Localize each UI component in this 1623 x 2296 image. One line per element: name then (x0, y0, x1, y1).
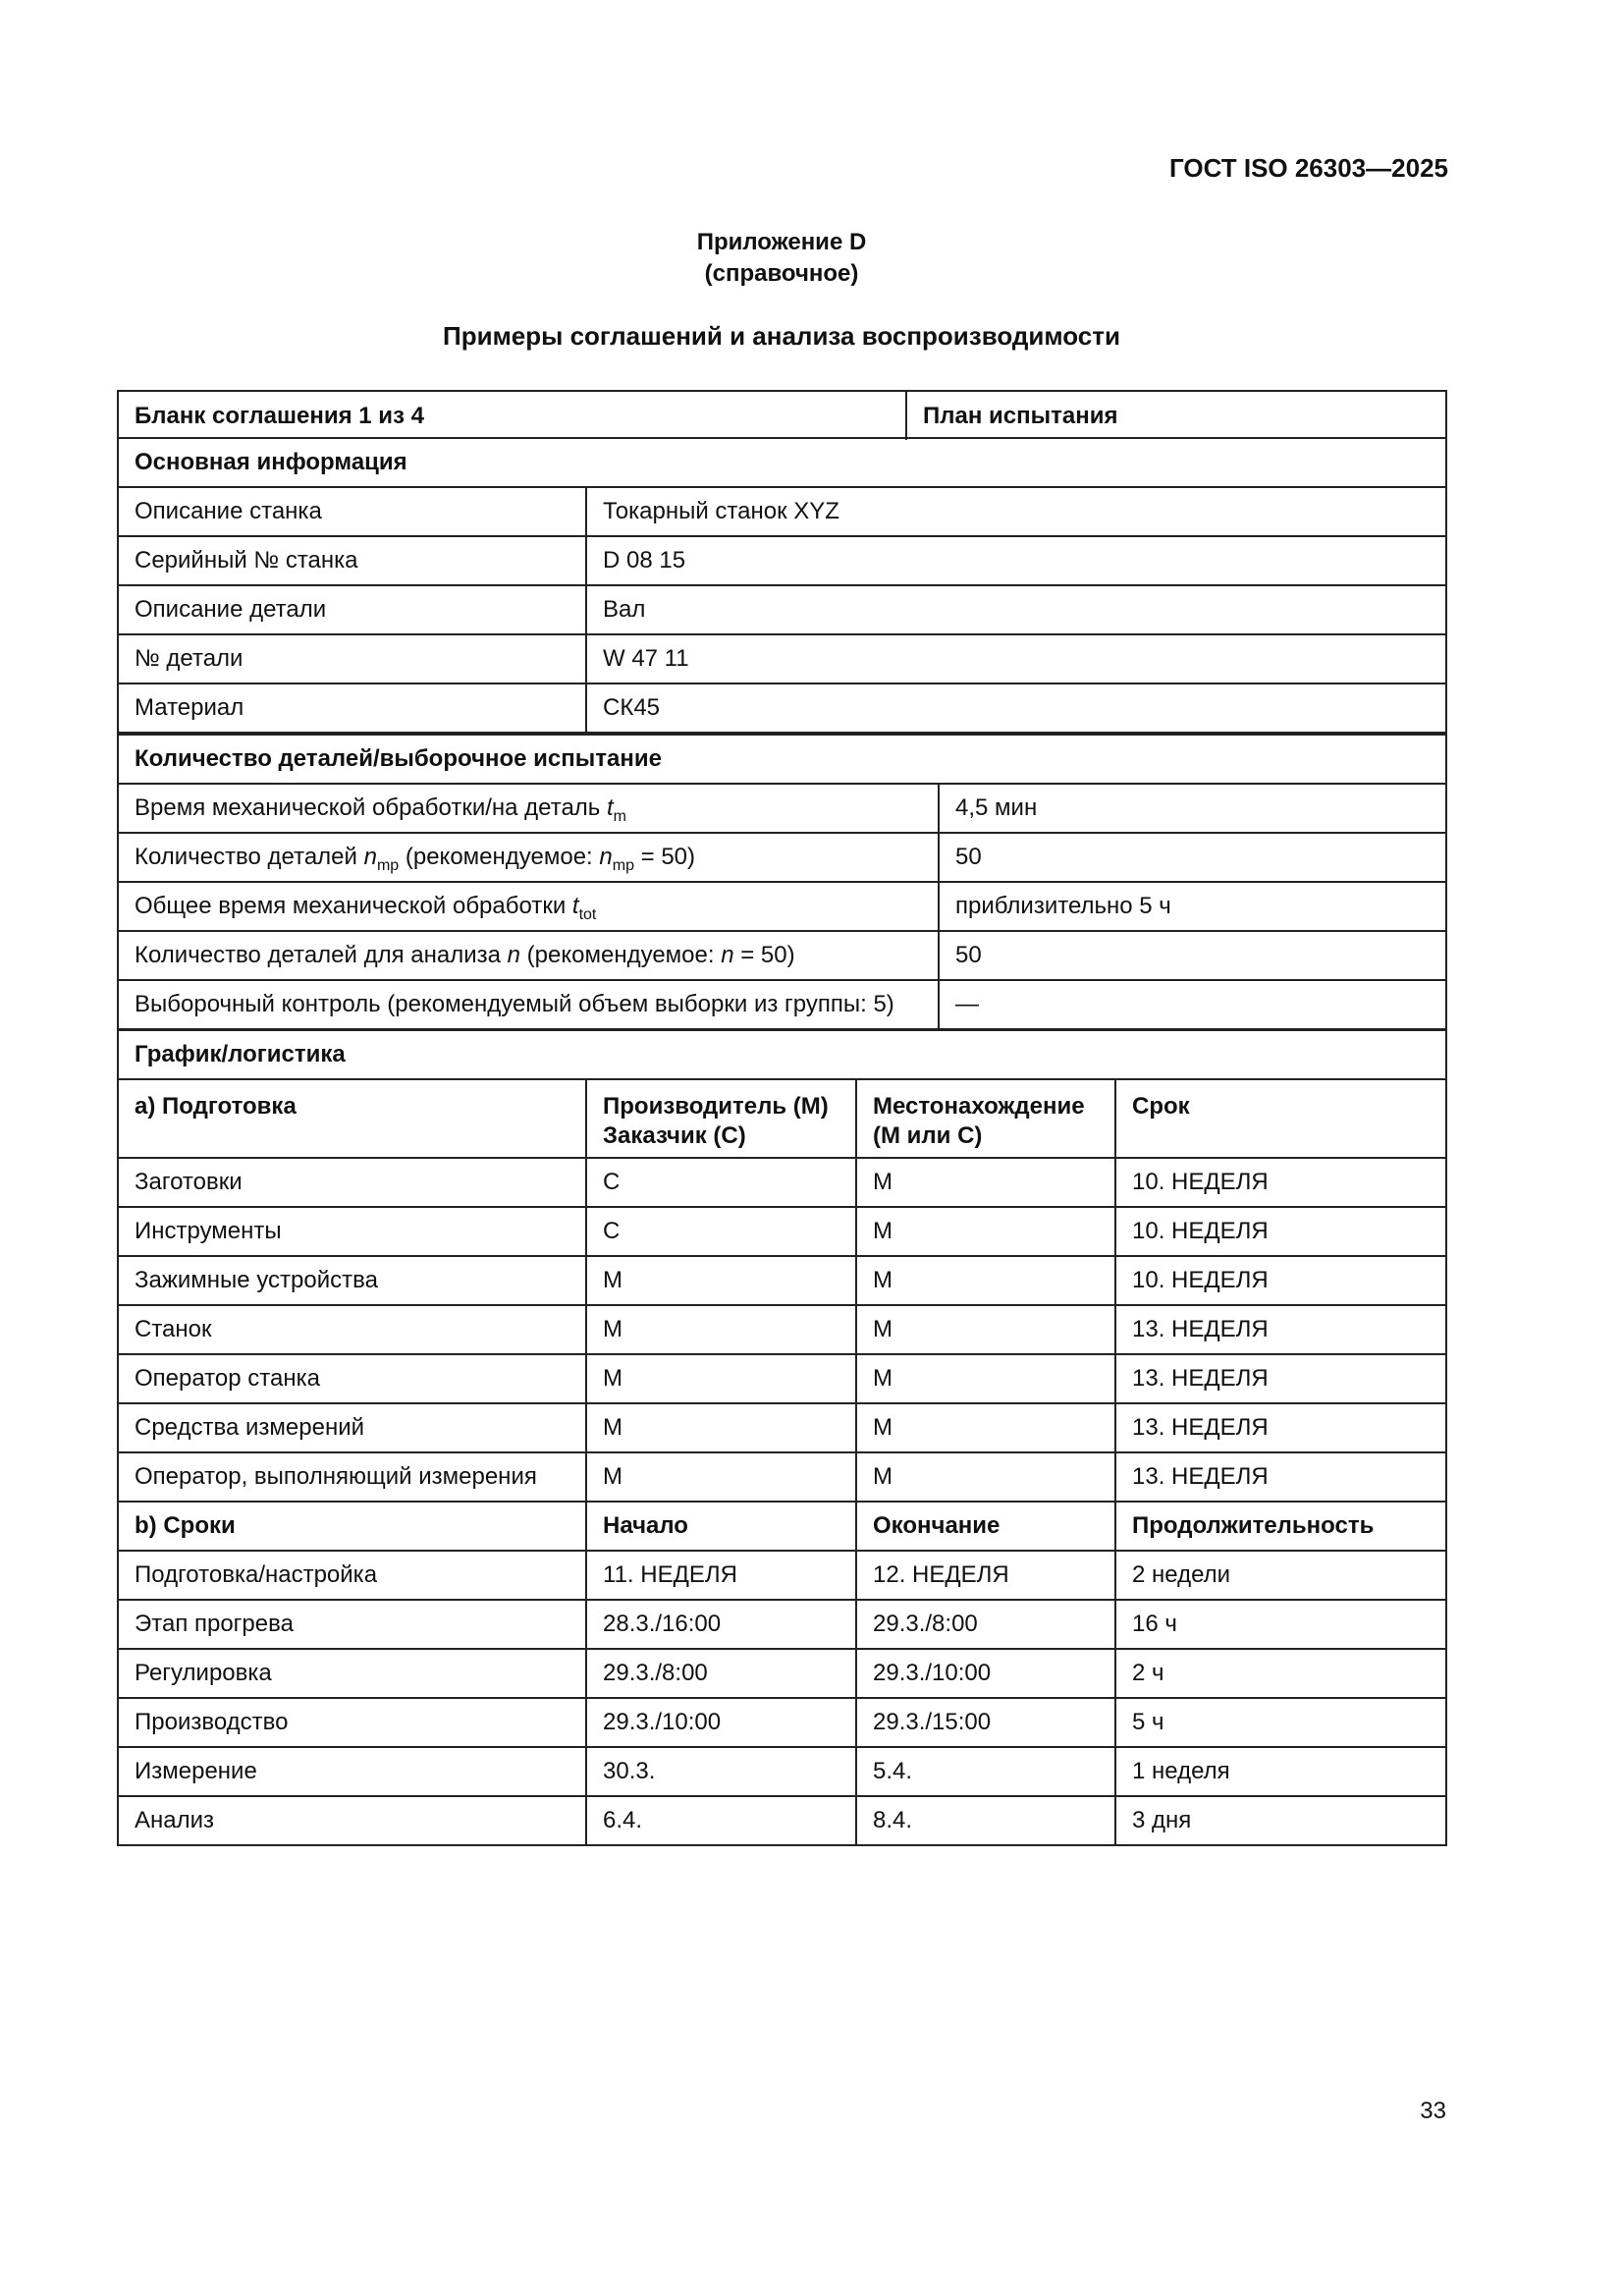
prep-header (586, 1079, 856, 1158)
prep-cell: С (586, 1158, 856, 1207)
table-row (118, 1452, 1446, 1502)
prep-cell: Заготовки (118, 1158, 586, 1207)
header-line: (М или С) (873, 1122, 983, 1149)
time-cell: Производство (118, 1698, 586, 1747)
table-row (118, 931, 1446, 980)
prep-cell: М (586, 1305, 856, 1354)
symbol: n (599, 844, 613, 870)
basic-value: Вал (586, 585, 1446, 634)
time-cell: 29.3./8:00 (856, 1600, 1115, 1649)
label-text: Общее время механической обработки (135, 893, 572, 919)
time-cell: 5.4. (856, 1747, 1115, 1796)
subscript: mp (376, 856, 400, 874)
label-text: = 50) (733, 942, 795, 968)
prep-cell: 13. НЕДЕЛЯ (1115, 1452, 1446, 1502)
time-header: Начало (586, 1502, 856, 1551)
table-row (118, 585, 1446, 634)
table-row (118, 1600, 1446, 1649)
section-title: Примеры соглашений и анализа воспроизводимости (443, 321, 1120, 351)
header-line: Заказчик (С) (603, 1122, 746, 1149)
basic-label: Материал (118, 683, 586, 733)
schedule-table (117, 1029, 1447, 1846)
prep-cell: М (856, 1256, 1115, 1305)
prep-cell: 10. НЕДЕЛЯ (1115, 1256, 1446, 1305)
table-row (118, 980, 1446, 1029)
time-cell: 29.3./10:00 (586, 1698, 856, 1747)
prep-cell: Станок (118, 1305, 586, 1354)
time-cell: 1 неделя (1115, 1747, 1446, 1796)
time-cell: Измерение (118, 1747, 586, 1796)
prep-header-row (118, 1079, 1446, 1158)
prep-cell: М (856, 1305, 1115, 1354)
prep-cell: 13. НЕДЕЛЯ (1115, 1305, 1446, 1354)
prep-cell: М (586, 1256, 856, 1305)
table-row (118, 1305, 1446, 1354)
prep-cell: С (586, 1207, 856, 1256)
quantity-value: 4,5 мин (939, 784, 1446, 833)
quantity-value: приблизительно 5 ч (939, 882, 1446, 931)
annex-subtitle: (справочное) (704, 260, 859, 287)
table-row (118, 882, 1446, 931)
quantity-value: 50 (939, 931, 1446, 980)
form-header-table (117, 390, 1447, 440)
prep-cell: Оператор, выполняющий измерения (118, 1452, 586, 1502)
label-text: Количество деталей (135, 844, 364, 870)
annex-title: Приложение D (696, 229, 867, 255)
schedule-heading: График/логистика (118, 1030, 1446, 1079)
subscript: mp (612, 856, 634, 874)
table-row (118, 1551, 1446, 1600)
time-cell: 12. НЕДЕЛЯ (856, 1551, 1115, 1600)
time-cell: 29.3./10:00 (856, 1649, 1115, 1698)
symbol: n (507, 942, 521, 968)
prep-cell: М (856, 1452, 1115, 1502)
prep-cell: 10. НЕДЕЛЯ (1115, 1207, 1446, 1256)
quantity-label (118, 833, 939, 882)
table-row (118, 1158, 1446, 1207)
prep-cell: Оператор станка (118, 1354, 586, 1403)
page-number: 33 (1420, 2098, 1446, 2124)
document-code: ГОСТ ISO 26303—2025 (1168, 153, 1448, 183)
prep-cell: М (856, 1403, 1115, 1452)
time-header-row (118, 1502, 1446, 1551)
basic-value: Токарный станок XYZ (586, 487, 1446, 536)
time-header: b) Сроки (118, 1502, 586, 1551)
label-text: Количество деталей для анализа (135, 942, 508, 968)
prep-cell: Средства измерений (118, 1403, 586, 1452)
basic-info-heading-row (118, 438, 1446, 487)
time-header: Продолжительность (1115, 1502, 1446, 1551)
prep-cell: Зажимные устройства (118, 1256, 586, 1305)
table-row (118, 833, 1446, 882)
label-text: (рекомендуемое: (520, 942, 722, 968)
time-cell: 11. НЕДЕЛЯ (586, 1551, 856, 1600)
plan-label: План испытания (906, 391, 1446, 440)
table-row (118, 1796, 1446, 1845)
basic-value: D 08 15 (586, 536, 1446, 585)
time-cell: 8.4. (856, 1796, 1115, 1845)
quantity-label (118, 882, 939, 931)
table-row (118, 784, 1446, 833)
label-text: Время механической обработки/на деталь (135, 794, 607, 821)
prep-cell: 13. НЕДЕЛЯ (1115, 1354, 1446, 1403)
table-row (118, 683, 1446, 733)
prep-header (856, 1079, 1115, 1158)
quantity-heading-row (118, 735, 1446, 784)
time-cell: 29.3./8:00 (586, 1649, 856, 1698)
time-cell: 5 ч (1115, 1698, 1446, 1747)
time-cell: 6.4. (586, 1796, 856, 1845)
table-row (118, 1649, 1446, 1698)
table-row (118, 1354, 1446, 1403)
table-row (118, 1256, 1446, 1305)
time-cell: Подготовка/настройка (118, 1551, 586, 1600)
symbol: n (363, 844, 377, 870)
prep-cell: 10. НЕДЕЛЯ (1115, 1158, 1446, 1207)
table-row (118, 1698, 1446, 1747)
basic-label: Описание станка (118, 487, 586, 536)
time-cell: Этап прогрева (118, 1600, 586, 1649)
quantity-value: 50 (939, 833, 1446, 882)
time-cell: Регулировка (118, 1649, 586, 1698)
prep-header: a) Подготовка (118, 1079, 586, 1158)
basic-label: № детали (118, 634, 586, 683)
prep-cell: М (856, 1158, 1115, 1207)
symbol: n (721, 942, 734, 968)
basic-info-table (117, 437, 1447, 734)
quantity-label: Выборочный контроль (рекомендуемый объем выборки из группы: 5) (118, 980, 939, 1029)
basic-value: СК45 (586, 683, 1446, 733)
prep-cell: М (856, 1354, 1115, 1403)
time-cell: 16 ч (1115, 1600, 1446, 1649)
time-header: Окончание (856, 1502, 1115, 1551)
table-row (118, 1403, 1446, 1452)
table-row (118, 634, 1446, 683)
time-cell: 30.3. (586, 1747, 856, 1796)
prep-cell: М (856, 1207, 1115, 1256)
time-cell: 2 ч (1115, 1649, 1446, 1698)
header-line: Местонахождение (873, 1093, 1085, 1120)
time-cell: 2 недели (1115, 1551, 1446, 1600)
basic-label: Описание детали (118, 585, 586, 634)
quantity-label (118, 931, 939, 980)
prep-header: Срок (1115, 1079, 1446, 1158)
symbol: t (606, 794, 614, 821)
table-row (118, 1747, 1446, 1796)
quantity-label (118, 784, 939, 833)
time-cell: Анализ (118, 1796, 586, 1845)
subscript: tot (578, 905, 597, 923)
label-text: = 50) (633, 844, 696, 870)
table-row (118, 1207, 1446, 1256)
prep-cell: М (586, 1403, 856, 1452)
time-cell: 29.3./15:00 (856, 1698, 1115, 1747)
quantity-heading: Количество деталей/выборочное испытание (118, 735, 1446, 784)
quantity-value: — (939, 980, 1446, 1029)
table-row (118, 487, 1446, 536)
table-row (118, 536, 1446, 585)
time-cell: 3 дня (1115, 1796, 1446, 1845)
schedule-heading-row (118, 1030, 1446, 1079)
prep-cell: М (586, 1452, 856, 1502)
basic-value: W 47 11 (586, 634, 1446, 683)
subscript: m (613, 807, 626, 825)
quantity-table (117, 734, 1447, 1030)
prep-cell: 13. НЕДЕЛЯ (1115, 1403, 1446, 1452)
prep-cell: М (586, 1354, 856, 1403)
form-header-row (118, 391, 1446, 440)
sheet-label: Бланк соглашения 1 из 4 (118, 391, 906, 440)
basic-info-heading: Основная информация (118, 438, 1446, 487)
label-text: (рекомендуемое: (399, 844, 600, 870)
basic-label: Серийный № станка (118, 536, 586, 585)
symbol: t (571, 893, 579, 919)
time-cell: 28.3./16:00 (586, 1600, 856, 1649)
header-line: Производитель (М) (603, 1093, 829, 1120)
prep-cell: Инструменты (118, 1207, 586, 1256)
